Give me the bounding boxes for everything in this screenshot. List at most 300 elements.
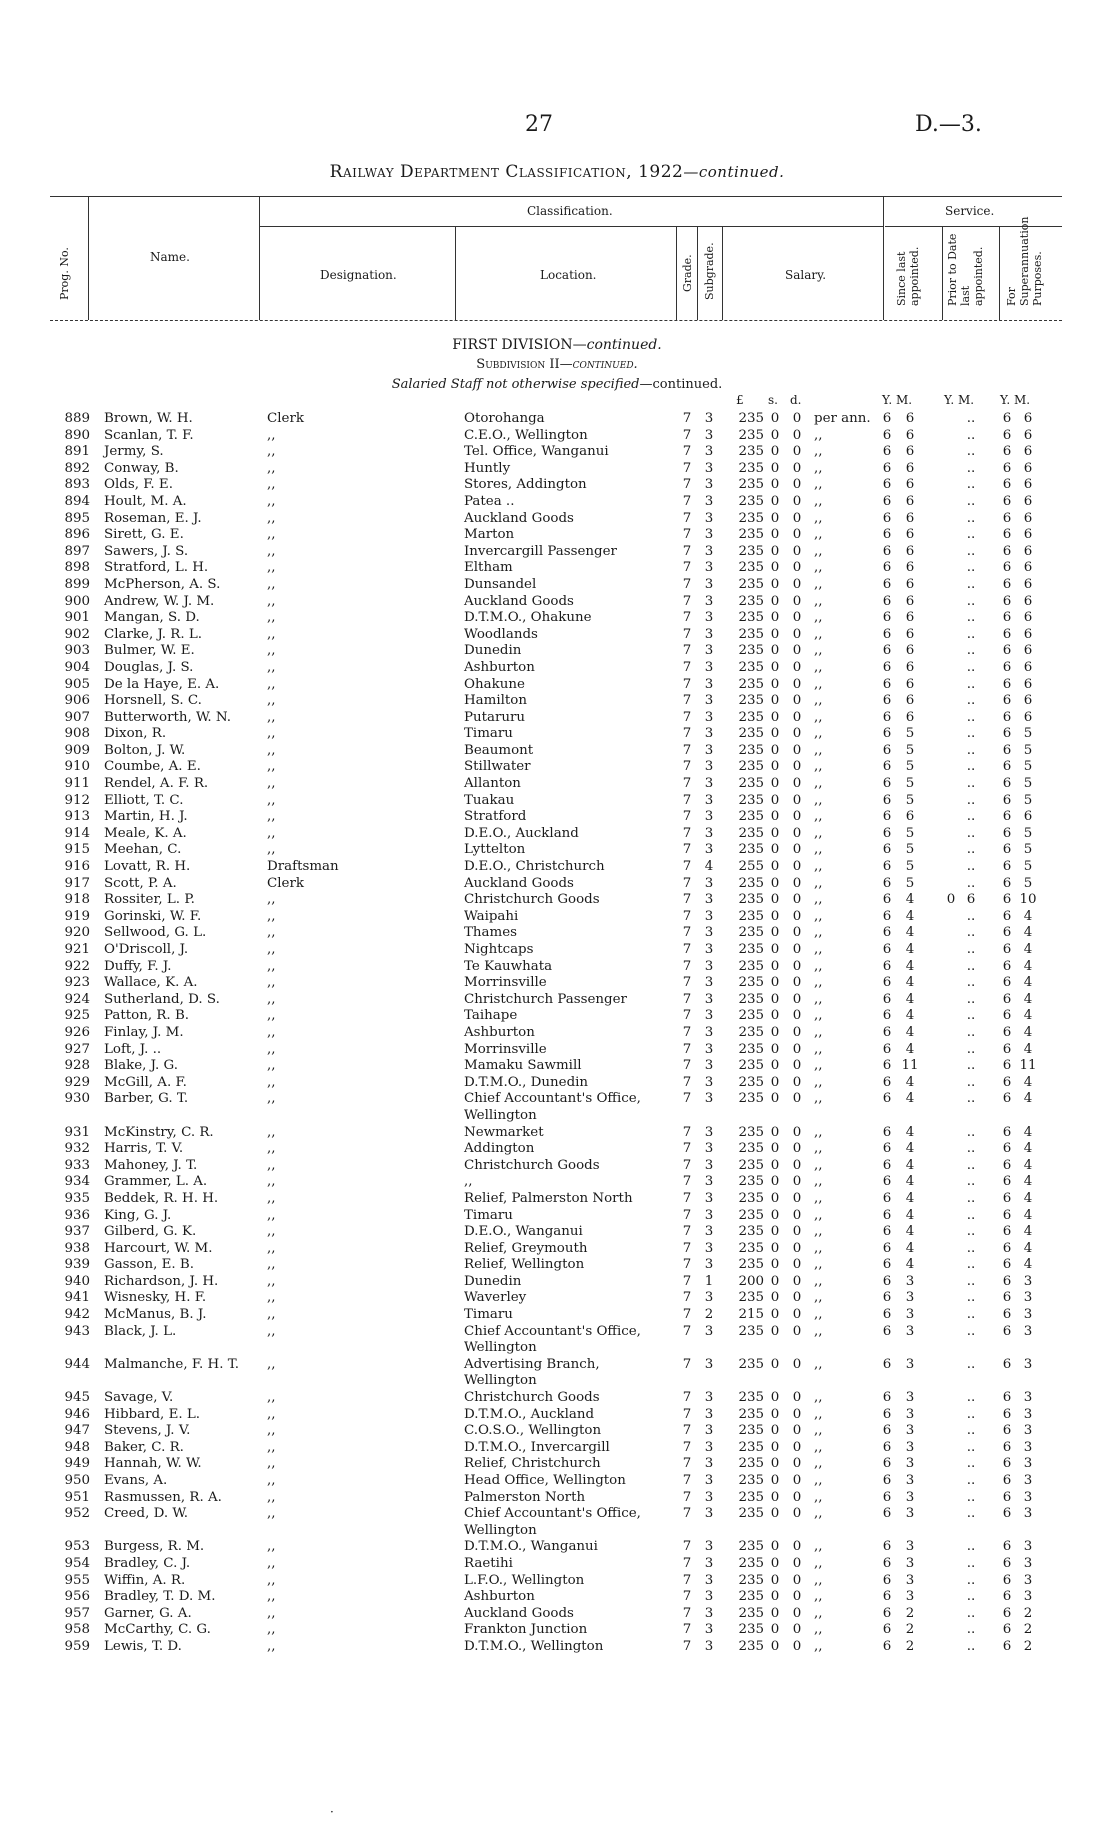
designation-cell: ,, [267,1041,276,1057]
salary-unit-cell: ,, [814,942,823,957]
since-years-cell: 6 [882,1290,892,1306]
title-main: Railway Department Classification, 1922 [329,162,684,182]
designation-cell: ,, [267,477,276,493]
salary-unit-cell: ,, [814,1008,823,1024]
grade-cell: 7 [682,875,692,891]
super-years-cell: 6 [1002,1058,1012,1074]
super-months-cell: 4 [1023,1008,1033,1024]
salary-unit-cell: ,, [814,477,823,493]
designation-cell: ,, [267,825,276,841]
salary-shillings-cell: 0 [770,742,780,758]
since-months-cell: 6 [905,543,915,559]
designation-cell: ,, [267,1622,276,1638]
salary-pence-cell: 0 [792,1456,802,1472]
super-months-cell: 3 [1023,1356,1033,1372]
salary-shillings-cell: 0 [770,792,780,808]
prog-no-cell: 893 [64,477,90,493]
designation-cell: ,, [267,1456,276,1472]
designation-cell: ,, [267,1589,276,1605]
since-months-cell: 2 [905,1622,915,1638]
super-months-cell: 6 [1023,560,1033,576]
table-row [0,809,1114,826]
prog-no-cell: 896 [64,527,90,543]
salary-pounds-cell: 235 [738,1008,764,1024]
designation-cell: ,, [267,1423,276,1439]
salary-shillings-cell: 0 [770,1423,780,1439]
location-cell: Ohakune [464,676,525,692]
salary-unit-cell: ,, [814,460,823,476]
super-years-cell: 6 [1002,975,1012,991]
super-years-cell: 6 [1002,1157,1012,1173]
designation-cell: ,, [267,792,276,808]
salary-pence-cell: 0 [792,1141,802,1157]
subgrade-cell: 3 [704,1024,714,1040]
salary-pounds-cell: 235 [738,1356,764,1372]
salary-shillings-cell: 0 [770,1555,780,1571]
salary-unit-cell: ,, [814,1207,823,1223]
table-row [0,1539,1114,1556]
since-years-cell: 6 [882,1240,892,1256]
prog-no-cell: 953 [64,1539,90,1555]
designation-cell: ,, [267,1323,276,1339]
salary-pounds-cell: 235 [738,1473,764,1488]
salary-pounds-cell: 235 [738,1622,764,1638]
designation-cell: ,, [267,892,276,908]
location-cell: Marton [464,527,515,543]
since-months-cell: 4 [905,1024,915,1040]
super-years-cell: 6 [1002,991,1012,1007]
since-years-cell: 6 [882,676,892,692]
name-cell: Blake, J. G. [104,1058,178,1074]
salary-shillings-cell: 0 [770,825,780,841]
location-cell: Advertising Branch, Wellington [464,1356,600,1389]
table-row [0,942,1114,959]
since-months-cell: 6 [905,510,915,526]
subgrade-cell: 3 [704,1605,714,1621]
since-years-cell: 6 [882,411,892,426]
prior-months-cell: .. [966,1589,976,1605]
salary-pence-cell: 0 [792,1124,802,1140]
subgrade-cell: 2 [704,1307,714,1323]
location-cell: Thames [464,925,518,941]
name-cell: Barber, G. T. [104,1091,189,1107]
location-cell: D.T.M.O., Wanganui [464,1539,598,1555]
name-cell: Gilberd, G. K. [104,1224,197,1240]
super-months-cell: 3 [1023,1273,1033,1289]
salary-shillings-cell: 0 [770,643,780,659]
super-months-cell: 6 [1023,659,1033,675]
designation-cell: ,, [267,1539,276,1555]
designation-cell: ,, [267,527,276,543]
salary-pounds-cell: 235 [738,427,764,443]
subgrade-cell: 3 [704,1406,714,1422]
since-months-cell: 3 [905,1356,915,1372]
salary-pence-cell: 0 [792,825,802,841]
location-cell: L.F.O., Wellington [464,1572,585,1588]
salary-unit-cell: ,, [814,809,823,825]
super-years-cell: 6 [1002,825,1012,841]
table-row [0,1091,1114,1124]
salary-pence-cell: 0 [792,925,802,941]
table-row [0,527,1114,544]
since-years-cell: 6 [882,1506,892,1522]
grade-cell: 7 [682,792,692,808]
name-cell: Richardson, J. H. [104,1273,219,1289]
super-years-cell: 6 [1002,610,1012,626]
location-cell: Dunedin [464,643,522,659]
salary-unit-cell: ,, [814,626,823,642]
super-months-cell: 4 [1023,1157,1033,1173]
salary-pence-cell: 0 [792,1273,802,1289]
division-cont: continued. [586,337,662,353]
prior-months-cell: .. [966,626,976,642]
salary-unit-cell: ,, [814,427,823,443]
salary-pounds-cell: 235 [738,908,764,924]
name-cell: Savage, V. [104,1390,174,1406]
table-row [0,1191,1114,1208]
super-months-cell: 4 [1023,1207,1033,1223]
subgrade-cell: 3 [704,610,714,626]
since-months-cell: 6 [905,709,915,725]
grade-cell: 7 [682,543,692,559]
prior-months-cell: .. [966,411,976,426]
salary-unit-cell: ,, [814,1074,823,1090]
super-years-cell: 6 [1002,1539,1012,1555]
super-months-cell: 4 [1023,1190,1033,1206]
salary-pounds-cell: 235 [738,1506,764,1522]
designation-cell: ,, [267,1224,276,1240]
salary-pounds-cell: 235 [738,1224,764,1240]
since-months-cell: 3 [905,1423,915,1439]
since-years-cell: 6 [882,427,892,443]
super-months-cell: 11 [1019,1058,1037,1074]
header-name: Name. [150,250,190,264]
super-years-cell: 6 [1002,1323,1012,1339]
name-cell: Rossiter, L. P. [104,892,195,908]
name-cell: Gorinski, W. F. [104,908,202,924]
prior-months-cell: .. [966,1174,976,1190]
super-months-cell: 4 [1023,958,1033,974]
subgrade-cell: 3 [704,460,714,476]
super-months-cell: 6 [1023,427,1033,443]
prior-months-cell: .. [966,709,976,725]
designation-cell: ,, [267,1406,276,1422]
salary-unit-cell: ,, [814,527,823,543]
prog-no-cell: 950 [64,1473,90,1488]
super-months-cell: 5 [1023,875,1033,891]
super-months-cell: 5 [1023,759,1033,775]
prog-no-cell: 907 [64,709,90,725]
salary-unit-cell: ,, [814,1473,823,1488]
prior-months-cell: 6 [966,892,976,908]
subgrade-cell: 3 [704,1008,714,1024]
since-months-cell: 3 [905,1456,915,1472]
name-cell: Sellwood, G. L. [104,925,207,941]
prior-months-cell: .. [966,1141,976,1157]
since-years-cell: 6 [882,991,892,1007]
since-years-cell: 6 [882,1406,892,1422]
table-row [0,1573,1114,1590]
since-years-cell: 6 [882,875,892,891]
unit-ym-since: Y. M. [882,393,913,407]
salary-pence-cell: 0 [792,776,802,792]
salary-shillings-cell: 0 [770,610,780,626]
salary-shillings-cell: 0 [770,477,780,493]
since-years-cell: 6 [882,510,892,526]
super-years-cell: 6 [1002,776,1012,792]
super-months-cell: 6 [1023,510,1033,526]
salary-pounds-cell: 235 [738,942,764,957]
subgrade-cell: 3 [704,842,714,858]
name-cell: Scanlan, T. F. [104,427,194,443]
table-row [0,743,1114,760]
salary-shillings-cell: 0 [770,1224,780,1240]
name-cell: Butterworth, W. N. [104,709,232,725]
location-cell: Woodlands [464,626,538,642]
grade-cell: 7 [682,1290,692,1306]
designation-cell: ,, [267,1008,276,1024]
location-cell: D.E.O., Christchurch [464,859,605,875]
table-row [0,826,1114,843]
salary-shillings-cell: 0 [770,1207,780,1223]
name-cell: Conway, B. [104,460,179,476]
location-cell: D.T.M.O., Wellington [464,1638,604,1654]
salary-pence-cell: 0 [792,1356,802,1372]
table-row [0,1257,1114,1274]
designation-cell: ,, [267,1356,276,1372]
prior-months-cell: .. [966,908,976,924]
since-years-cell: 6 [882,1091,892,1107]
super-months-cell: 5 [1023,859,1033,875]
super-years-cell: 6 [1002,1423,1012,1439]
location-cell: Christchurch Goods [464,892,600,908]
since-years-cell: 6 [882,1273,892,1289]
super-years-cell: 6 [1002,1224,1012,1240]
since-months-cell: 5 [905,859,915,875]
grade-cell: 7 [682,1240,692,1256]
prior-months-cell: .. [966,726,976,742]
salary-shillings-cell: 0 [770,1058,780,1074]
salary-shillings-cell: 0 [770,892,780,908]
prog-no-cell: 904 [64,659,90,675]
since-months-cell: 6 [905,444,915,460]
header-location: Location. [540,268,597,282]
since-months-cell: 3 [905,1555,915,1571]
table-row [0,1506,1114,1539]
salary-unit-cell: ,, [814,892,823,908]
salary-unit-cell: ,, [814,659,823,675]
super-years-cell: 6 [1002,1456,1012,1472]
since-years-cell: 6 [882,593,892,609]
super-years-cell: 6 [1002,1141,1012,1157]
grade-cell: 7 [682,1273,692,1289]
since-months-cell: 4 [905,1174,915,1190]
prog-no-cell: 908 [64,726,90,742]
grade-cell: 7 [682,776,692,792]
table-row [0,925,1114,942]
table-row [0,477,1114,494]
prog-no-cell: 936 [64,1207,90,1223]
since-years-cell: 6 [882,493,892,509]
header-designation: Designation. [320,268,397,282]
name-cell: Roseman, E. J. [104,510,202,526]
salary-unit-cell: ,, [814,1572,823,1588]
since-years-cell: 6 [882,809,892,825]
since-years-cell: 6 [882,709,892,725]
since-months-cell: 2 [905,1605,915,1621]
grade-cell: 7 [682,1406,692,1422]
super-years-cell: 6 [1002,1638,1012,1654]
location-cell: Timaru [464,726,513,742]
super-years-cell: 6 [1002,1555,1012,1571]
salary-unit-cell: ,, [814,1489,823,1505]
salary-shillings-cell: 0 [770,1041,780,1057]
name-cell: Evans, A. [104,1473,168,1488]
salary-shillings-cell: 0 [770,427,780,443]
prior-months-cell: .. [966,460,976,476]
super-months-cell: 4 [1023,1174,1033,1190]
designation-cell: ,, [267,1273,276,1289]
super-years-cell: 6 [1002,875,1012,891]
super-years-cell: 6 [1002,1307,1012,1323]
salary-unit-cell: ,, [814,1605,823,1621]
since-years-cell: 6 [882,1058,892,1074]
since-years-cell: 6 [882,560,892,576]
super-months-cell: 6 [1023,809,1033,825]
salary-pounds-cell: 235 [738,1423,764,1439]
since-months-cell: 4 [905,975,915,991]
salary-pounds-cell: 235 [738,593,764,609]
salary-unit-cell: ,, [814,510,823,526]
name-cell: Lovatt, R. H. [104,859,191,875]
subgrade-cell: 3 [704,759,714,775]
salary-pounds-cell: 235 [738,1406,764,1422]
designation-cell: ,, [267,1058,276,1074]
title-suffix: —continued. [683,163,785,181]
since-years-cell: 6 [882,1539,892,1555]
salary-pounds-cell: 235 [738,925,764,941]
location-cell: Dunsandel [464,576,537,592]
grade-cell: 7 [682,1473,692,1488]
table-row [0,1639,1114,1656]
since-months-cell: 4 [905,942,915,957]
salary-pounds-cell: 235 [738,1290,764,1306]
prog-no-cell: 910 [64,759,90,775]
salary-unit-cell: ,, [814,726,823,742]
salary-shillings-cell: 0 [770,1456,780,1472]
subgrade-cell: 3 [704,543,714,559]
subgrade-cell: 3 [704,958,714,974]
subgrade-cell: 3 [704,1423,714,1439]
since-months-cell: 4 [905,908,915,924]
salary-pounds-cell: 235 [738,1489,764,1505]
name-cell: Horsnell, S. C. [104,693,202,709]
grade-cell: 7 [682,825,692,841]
super-months-cell: 3 [1023,1555,1033,1571]
salary-shillings-cell: 0 [770,1506,780,1522]
designation-cell: ,, [267,958,276,974]
salary-pounds-cell: 235 [738,709,764,725]
salary-shillings-cell: 0 [770,460,780,476]
super-years-cell: 6 [1002,1074,1012,1090]
prog-no-cell: 942 [64,1307,90,1323]
prior-months-cell: .. [966,759,976,775]
subgrade-cell: 3 [704,1224,714,1240]
salary-pence-cell: 0 [792,1638,802,1654]
since-months-cell: 6 [905,460,915,476]
since-years-cell: 6 [882,1207,892,1223]
super-years-cell: 6 [1002,859,1012,875]
super-months-cell: 3 [1023,1539,1033,1555]
super-years-cell: 6 [1002,1356,1012,1372]
since-years-cell: 6 [882,1390,892,1406]
prog-no-cell: 900 [64,593,90,609]
salary-shillings-cell: 0 [770,1473,780,1488]
name-cell: Harcourt, W. M. [104,1240,213,1256]
name-cell: Douglas, J. S. [104,659,194,675]
super-months-cell: 4 [1023,1240,1033,1256]
since-months-cell: 6 [905,809,915,825]
salary-pence-cell: 0 [792,1589,802,1605]
super-months-cell: 5 [1023,842,1033,858]
prior-months-cell: .. [966,742,976,758]
salary-pence-cell: 0 [792,1240,802,1256]
since-months-cell: 4 [905,1041,915,1057]
prior-months-cell: .. [966,1041,976,1057]
salary-pence-cell: 0 [792,510,802,526]
prog-no-cell: 937 [64,1224,90,1240]
since-years-cell: 6 [882,610,892,626]
subgrade-cell: 3 [704,892,714,908]
salary-pounds-cell: 235 [738,1024,764,1040]
super-years-cell: 6 [1002,1041,1012,1057]
subgrade-cell: 3 [704,576,714,592]
name-cell: Burgess, R. M. [104,1539,205,1555]
super-months-cell: 4 [1023,1074,1033,1090]
salary-shillings-cell: 0 [770,1273,780,1289]
name-cell: Beddek, R. H. H. [104,1190,219,1206]
salary-pence-cell: 0 [792,427,802,443]
name-cell: McPherson, A. S. [104,576,221,592]
location-cell: Ashburton [464,1024,535,1040]
name-cell: Creed, D. W. [104,1506,189,1522]
since-years-cell: 6 [882,1489,892,1505]
table-row [0,1042,1114,1059]
name-cell: Garner, G. A. [104,1605,192,1621]
subgrade-cell: 3 [704,493,714,509]
super-years-cell: 6 [1002,792,1012,808]
super-years-cell: 6 [1002,809,1012,825]
super-months-cell: 5 [1023,776,1033,792]
prog-no-cell: 940 [64,1273,90,1289]
since-months-cell: 6 [905,477,915,493]
salary-pence-cell: 0 [792,593,802,609]
salary-pence-cell: 0 [792,1174,802,1190]
table-row [0,1357,1114,1390]
since-years-cell: 6 [882,1622,892,1638]
salary-unit-cell: ,, [814,693,823,709]
subgrade-cell: 3 [704,825,714,841]
subgrade-cell: 3 [704,875,714,891]
table-row [0,1241,1114,1258]
subgrade-cell: 3 [704,1074,714,1090]
super-months-cell: 6 [1023,643,1033,659]
name-cell: Jermy, S. [104,444,164,460]
since-years-cell: 6 [882,1473,892,1488]
header-classification: Classification. [527,204,613,218]
since-months-cell: 6 [905,676,915,692]
salary-pence-cell: 0 [792,1323,802,1339]
